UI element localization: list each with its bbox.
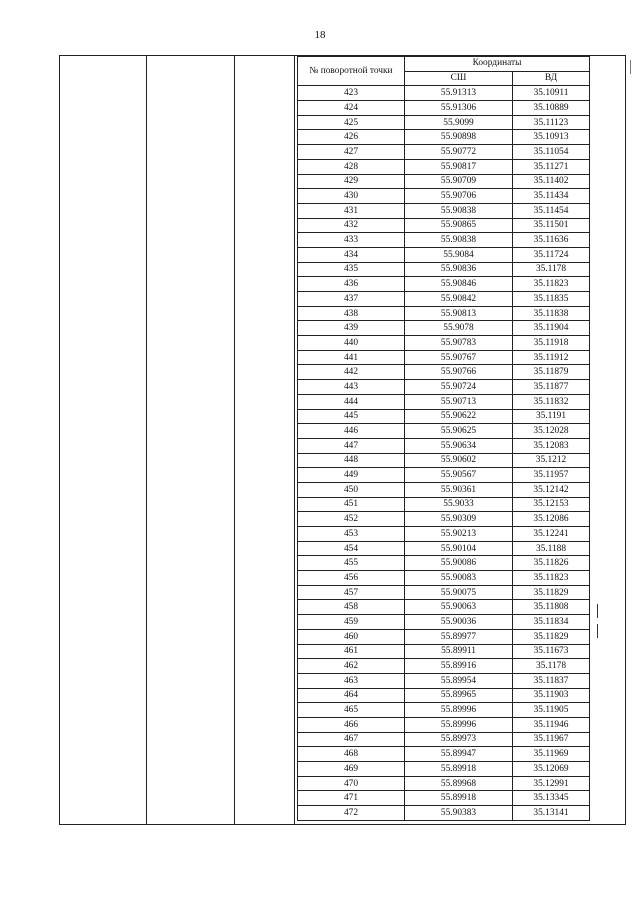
table-row: [298, 115, 590, 130]
table-row: [298, 247, 590, 262]
longitude-cell: 35.11829: [513, 585, 590, 600]
latitude-cell: 55.90836: [405, 262, 513, 277]
table-row: [298, 292, 590, 307]
table-row: [298, 600, 590, 615]
longitude-cell: 35.10911: [513, 86, 590, 101]
table-row: [298, 482, 590, 497]
point-number-cell: 432: [298, 218, 405, 233]
longitude-cell: 35.11402: [513, 174, 590, 189]
point-number-cell: 471: [298, 791, 405, 806]
latitude-cell: 55.89968: [405, 776, 513, 791]
latitude-cell: 55.89918: [405, 791, 513, 806]
latitude-cell: 55.90706: [405, 189, 513, 204]
point-number-cell: 426: [298, 130, 405, 145]
empty-column-divider-1: [146, 55, 147, 825]
point-number-cell: 443: [298, 380, 405, 395]
point-number-cell: 425: [298, 115, 405, 130]
latitude-cell: 55.90361: [405, 482, 513, 497]
point-number-cell: 440: [298, 336, 405, 351]
table-row: [298, 145, 590, 160]
longitude-cell: 35.11724: [513, 247, 590, 262]
latitude-cell: 55.9078: [405, 321, 513, 336]
longitude-cell: 35.11967: [513, 732, 590, 747]
latitude-cell: 55.90813: [405, 306, 513, 321]
latitude-cell: 55.90075: [405, 585, 513, 600]
point-number-cell: 469: [298, 762, 405, 777]
point-number-cell: 423: [298, 86, 405, 101]
longitude-cell: 35.10913: [513, 130, 590, 145]
point-number-cell: 427: [298, 145, 405, 160]
point-number-cell: 428: [298, 159, 405, 174]
latitude-cell: 55.90602: [405, 453, 513, 468]
latitude-cell: 55.89947: [405, 747, 513, 762]
latitude-cell: 55.90036: [405, 615, 513, 630]
point-number-cell: 449: [298, 468, 405, 483]
latitude-cell: 55.90766: [405, 365, 513, 380]
table-row: [298, 86, 590, 101]
latitude-cell: 55.90846: [405, 277, 513, 292]
longitude-cell: 35.11501: [513, 218, 590, 233]
longitude-cell: 35.11877: [513, 380, 590, 395]
empty-column-divider-3: [294, 55, 295, 825]
table-row: [298, 512, 590, 527]
longitude-cell: 35.12086: [513, 512, 590, 527]
table-row: [298, 365, 590, 380]
latitude-cell: 55.90724: [405, 380, 513, 395]
longitude-cell: 35.11826: [513, 556, 590, 571]
point-number-cell: 446: [298, 424, 405, 439]
latitude-cell: 55.90309: [405, 512, 513, 527]
table-row: [298, 101, 590, 116]
longitude-cell: 35.12069: [513, 762, 590, 777]
longitude-cell: 35.11454: [513, 203, 590, 218]
point-number-cell: 461: [298, 644, 405, 659]
table-row: [298, 130, 590, 145]
table-row: [298, 806, 590, 821]
table-row: [298, 262, 590, 277]
point-number-cell: 457: [298, 585, 405, 600]
table-row: [298, 615, 590, 630]
point-number-cell: 472: [298, 806, 405, 821]
latitude-cell: 55.90842: [405, 292, 513, 307]
point-number-header: № поворотной точки: [298, 57, 405, 86]
latitude-cell: 55.90783: [405, 336, 513, 351]
point-number-cell: 444: [298, 394, 405, 409]
latitude-cell: 55.89918: [405, 762, 513, 777]
longitude-cell: 35.11808: [513, 600, 590, 615]
longitude-cell: 35.13141: [513, 806, 590, 821]
latitude-cell: 55.89996: [405, 717, 513, 732]
margin-mark: [597, 604, 598, 618]
latitude-cell: 55.89973: [405, 732, 513, 747]
latitude-cell: 55.90772: [405, 145, 513, 160]
margin-mark: [630, 60, 631, 74]
latitude-cell: 55.90898: [405, 130, 513, 145]
table-row: [298, 350, 590, 365]
latitude-cell: 55.9033: [405, 497, 513, 512]
table-row: [298, 218, 590, 233]
longitude-cell: 35.11434: [513, 189, 590, 204]
table-row: [298, 174, 590, 189]
longitude-cell: 35.12083: [513, 438, 590, 453]
point-number-cell: 459: [298, 615, 405, 630]
point-number-cell: 435: [298, 262, 405, 277]
page-number: 18: [314, 29, 326, 41]
latitude-cell: 55.89911: [405, 644, 513, 659]
point-number-cell: 438: [298, 306, 405, 321]
empty-column-divider-2: [234, 55, 235, 825]
point-number-cell: 464: [298, 688, 405, 703]
longitude-cell: 35.11837: [513, 673, 590, 688]
table-row: [298, 762, 590, 777]
longitude-cell: 35.11823: [513, 277, 590, 292]
table-row: [298, 394, 590, 409]
table-row: [298, 453, 590, 468]
point-number-cell: 424: [298, 101, 405, 116]
table-row: [298, 556, 590, 571]
longitude-cell: 35.12991: [513, 776, 590, 791]
point-number-cell: 453: [298, 527, 405, 542]
point-number-cell: 437: [298, 292, 405, 307]
table-row: [298, 233, 590, 248]
longitude-cell: 35.11636: [513, 233, 590, 248]
longitude-cell: 35.11969: [513, 747, 590, 762]
table-row: [298, 688, 590, 703]
table-row: [298, 673, 590, 688]
longitude-cell: 35.11271: [513, 159, 590, 174]
table-row: [298, 732, 590, 747]
point-number-cell: 458: [298, 600, 405, 615]
table-row: [298, 380, 590, 395]
longitude-cell: 35.12241: [513, 527, 590, 542]
table-row: [298, 659, 590, 674]
longitude-cell: 35.1178: [513, 659, 590, 674]
longitude-header: ВД: [513, 71, 590, 86]
latitude-cell: 55.90213: [405, 527, 513, 542]
point-number-cell: 434: [298, 247, 405, 262]
point-number-cell: 442: [298, 365, 405, 380]
latitude-cell: 55.90622: [405, 409, 513, 424]
point-number-cell: 447: [298, 438, 405, 453]
longitude-cell: 35.11879: [513, 365, 590, 380]
table-row: [298, 585, 590, 600]
point-number-cell: 465: [298, 703, 405, 718]
latitude-cell: 55.90086: [405, 556, 513, 571]
longitude-cell: 35.11838: [513, 306, 590, 321]
latitude-cell: 55.90767: [405, 350, 513, 365]
longitude-cell: 35.11918: [513, 336, 590, 351]
table-row: [298, 497, 590, 512]
table-row: [298, 189, 590, 204]
longitude-cell: 35.11903: [513, 688, 590, 703]
longitude-cell: 35.1191: [513, 409, 590, 424]
point-number-cell: 454: [298, 541, 405, 556]
longitude-cell: 35.13345: [513, 791, 590, 806]
latitude-cell: 55.90709: [405, 174, 513, 189]
point-number-cell: 431: [298, 203, 405, 218]
longitude-cell: 35.11829: [513, 629, 590, 644]
table-row: [298, 321, 590, 336]
longitude-cell: 35.11834: [513, 615, 590, 630]
longitude-cell: 35.10889: [513, 101, 590, 116]
point-number-cell: 439: [298, 321, 405, 336]
latitude-cell: 55.90567: [405, 468, 513, 483]
latitude-header: СШ: [405, 71, 513, 86]
table-row: [298, 159, 590, 174]
point-number-cell: 456: [298, 571, 405, 586]
longitude-cell: 35.12028: [513, 424, 590, 439]
longitude-cell: 35.12153: [513, 497, 590, 512]
latitude-cell: 55.89996: [405, 703, 513, 718]
latitude-cell: 55.90713: [405, 394, 513, 409]
latitude-cell: 55.89916: [405, 659, 513, 674]
latitude-cell: 55.90817: [405, 159, 513, 174]
longitude-cell: 35.11823: [513, 571, 590, 586]
longitude-cell: 35.11835: [513, 292, 590, 307]
table-row: [298, 306, 590, 321]
latitude-cell: 55.90625: [405, 424, 513, 439]
latitude-cell: 55.90838: [405, 233, 513, 248]
table-row: [298, 527, 590, 542]
point-number-cell: 463: [298, 673, 405, 688]
point-number-cell: 455: [298, 556, 405, 571]
point-number-cell: 448: [298, 453, 405, 468]
latitude-cell: 55.90838: [405, 203, 513, 218]
longitude-cell: 35.11946: [513, 717, 590, 732]
longitude-cell: 35.1188: [513, 541, 590, 556]
longitude-cell: 35.11904: [513, 321, 590, 336]
margin-mark: [597, 624, 598, 638]
point-number-cell: 468: [298, 747, 405, 762]
table-row: [298, 717, 590, 732]
point-number-cell: 441: [298, 350, 405, 365]
latitude-cell: 55.9084: [405, 247, 513, 262]
longitude-cell: 35.12142: [513, 482, 590, 497]
longitude-cell: 35.11673: [513, 644, 590, 659]
latitude-cell: 55.90383: [405, 806, 513, 821]
point-number-cell: 436: [298, 277, 405, 292]
point-number-cell: 452: [298, 512, 405, 527]
longitude-cell: 35.11123: [513, 115, 590, 130]
table-row: [298, 336, 590, 351]
latitude-cell: 55.91313: [405, 86, 513, 101]
table-row: [298, 468, 590, 483]
point-number-cell: 445: [298, 409, 405, 424]
latitude-cell: 55.90865: [405, 218, 513, 233]
coordinates-header: Координаты: [405, 57, 590, 72]
point-number-cell: 429: [298, 174, 405, 189]
coordinates-table: [297, 56, 590, 821]
table-row: [298, 747, 590, 762]
longitude-cell: 35.11054: [513, 145, 590, 160]
coordinates-body: [298, 86, 590, 820]
table-row: [298, 776, 590, 791]
table-row: [298, 438, 590, 453]
latitude-cell: 55.9099: [405, 115, 513, 130]
longitude-cell: 35.11957: [513, 468, 590, 483]
longitude-cell: 35.1178: [513, 262, 590, 277]
longitude-cell: 35.11912: [513, 350, 590, 365]
table-row: [298, 791, 590, 806]
point-number-cell: 450: [298, 482, 405, 497]
point-number-cell: 430: [298, 189, 405, 204]
table-row: [298, 424, 590, 439]
latitude-cell: 55.89977: [405, 629, 513, 644]
latitude-cell: 55.90634: [405, 438, 513, 453]
table-row: [298, 409, 590, 424]
table-row: [298, 644, 590, 659]
latitude-cell: 55.91306: [405, 101, 513, 116]
point-number-cell: 433: [298, 233, 405, 248]
table-row: [298, 629, 590, 644]
longitude-cell: 35.1212: [513, 453, 590, 468]
latitude-cell: 55.89965: [405, 688, 513, 703]
point-number-cell: 467: [298, 732, 405, 747]
table-row: [298, 571, 590, 586]
table-row: [298, 203, 590, 218]
point-number-cell: 451: [298, 497, 405, 512]
table-row: [298, 277, 590, 292]
point-number-cell: 460: [298, 629, 405, 644]
latitude-cell: 55.90063: [405, 600, 513, 615]
latitude-cell: 55.90104: [405, 541, 513, 556]
point-number-cell: 470: [298, 776, 405, 791]
point-number-cell: 462: [298, 659, 405, 674]
table-row: [298, 703, 590, 718]
longitude-cell: 35.11905: [513, 703, 590, 718]
longitude-cell: 35.11832: [513, 394, 590, 409]
latitude-cell: 55.89954: [405, 673, 513, 688]
point-number-cell: 466: [298, 717, 405, 732]
latitude-cell: 55.90083: [405, 571, 513, 586]
table-row: [298, 541, 590, 556]
